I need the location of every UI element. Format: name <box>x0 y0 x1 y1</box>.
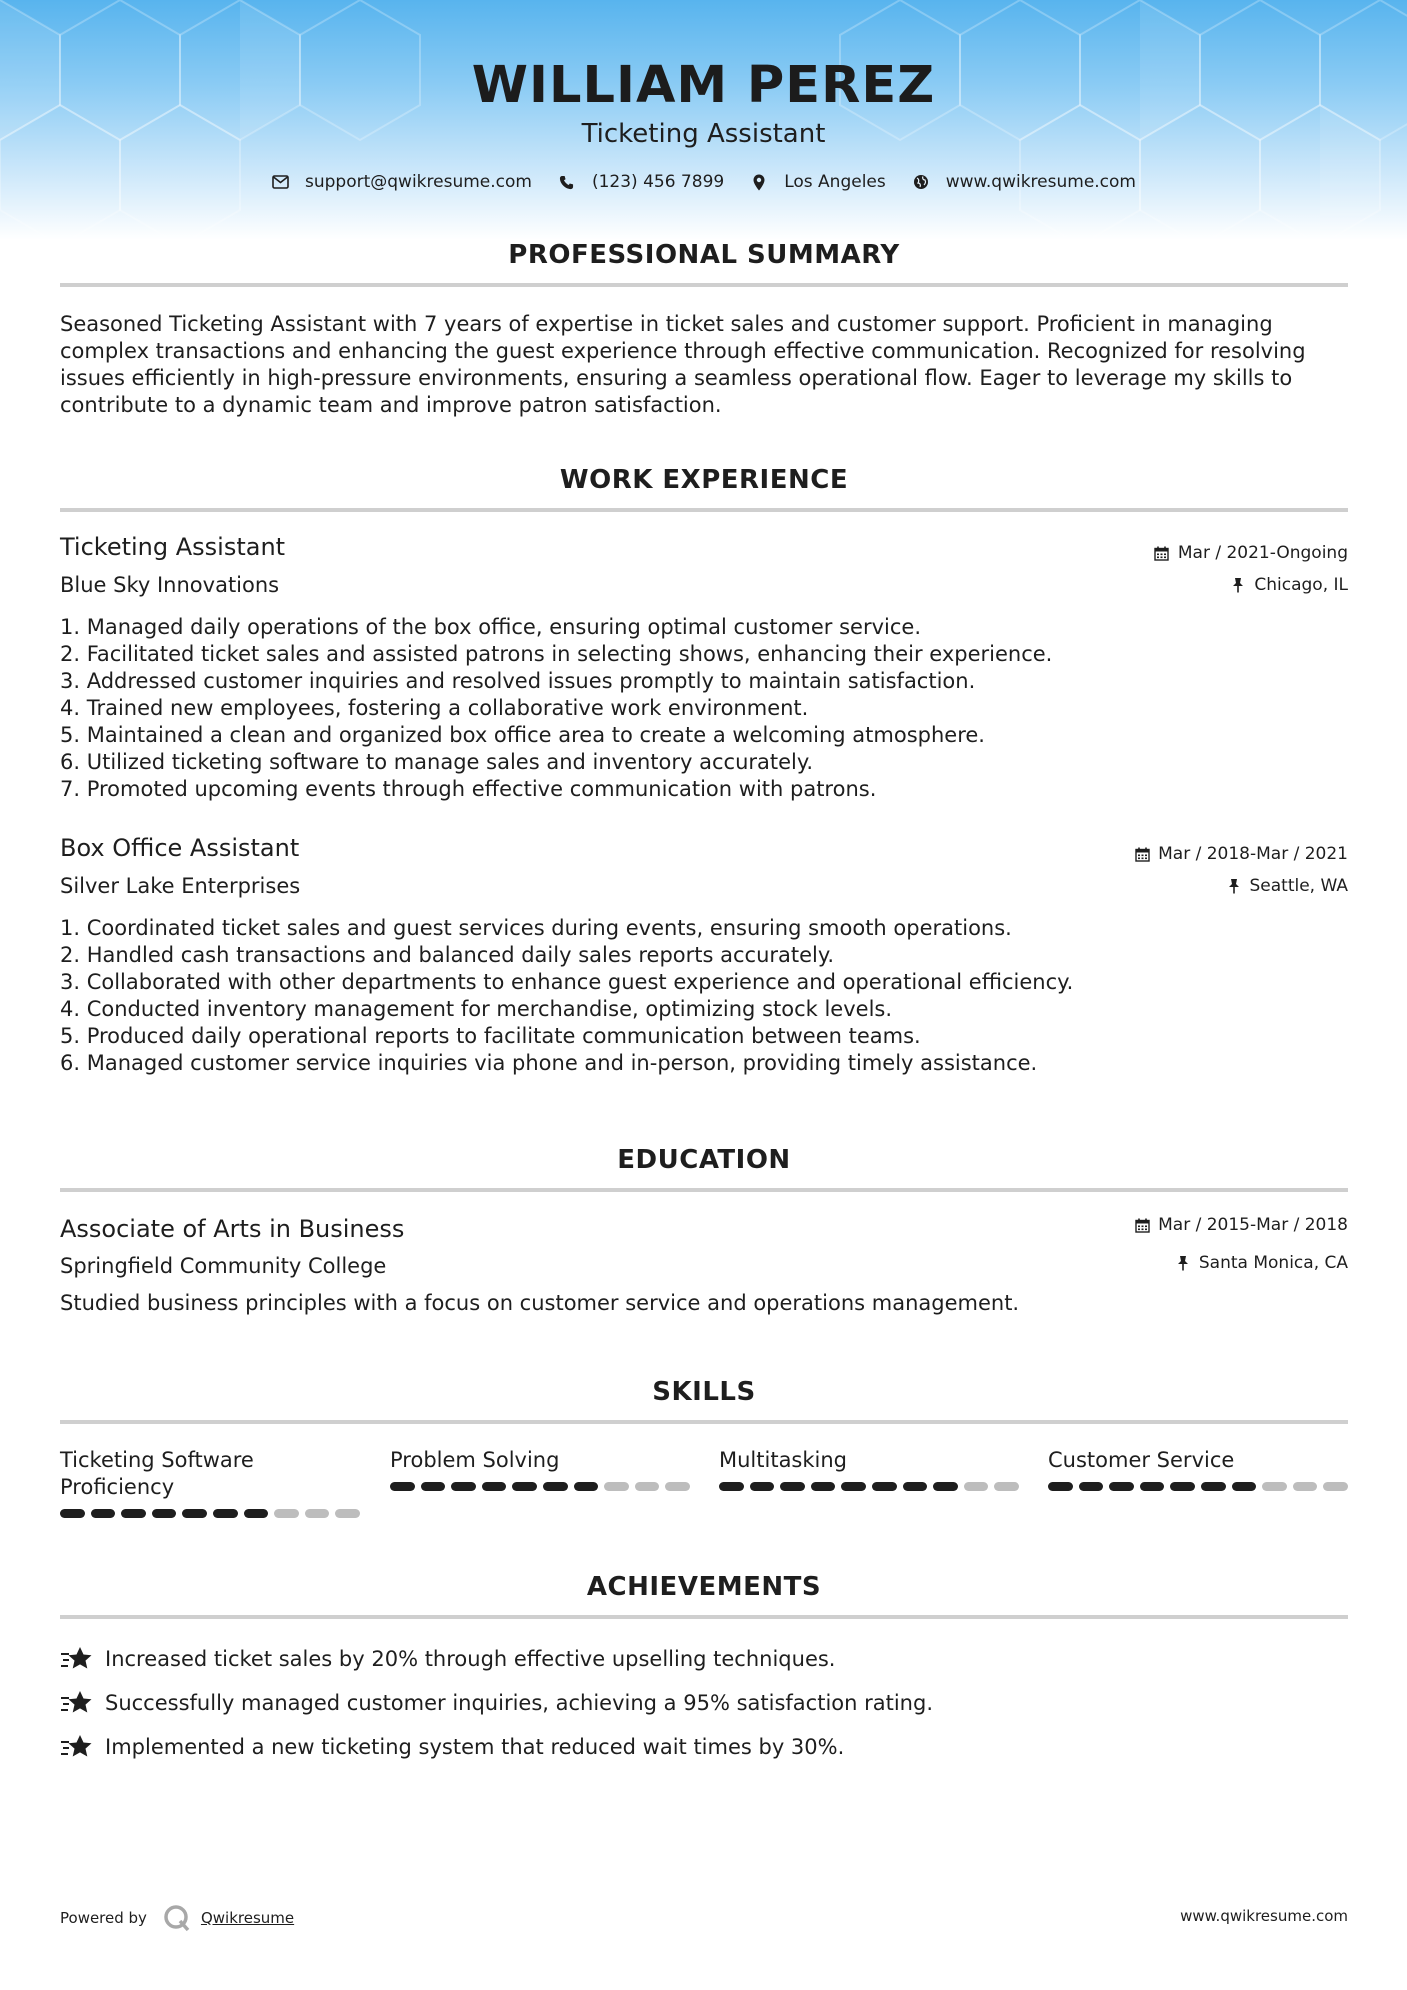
job-bullets <box>60 614 1260 803</box>
skill-segment-empty <box>665 1482 690 1491</box>
job-bullets <box>60 915 1260 1077</box>
achievement-text: Implemented a new ticketing system that reduced wait times by 30%. <box>105 1735 845 1759</box>
skill-segment-filled <box>244 1509 269 1518</box>
skill-segment-empty <box>1293 1482 1318 1491</box>
job-dates <box>1134 844 1348 864</box>
job-title: Ticketing Assistant <box>60 533 286 561</box>
skill-segment-filled <box>933 1482 958 1491</box>
skill-segment-filled <box>121 1509 146 1518</box>
list-item: 7. Promoted upcoming events through effective communication with patrons. <box>60 777 877 801</box>
skill-segment-filled <box>872 1482 897 1491</box>
achievements-heading: ACHIEVEMENTS <box>586 1572 822 1602</box>
achievement-item <box>60 1645 835 1673</box>
skill-segment-filled <box>482 1482 507 1491</box>
skill-item <box>60 1447 360 1518</box>
job-dates-text: Mar / 2021-Ongoing <box>1177 543 1348 563</box>
summary-heading: PROFESSIONAL SUMMARY <box>508 240 900 270</box>
email-text: support@qwikresume.com <box>305 172 532 192</box>
job-title: Box Office Assistant <box>60 834 300 862</box>
skill-segment-filled <box>719 1482 744 1491</box>
skill-segment-empty <box>635 1482 660 1491</box>
summary-line: Seasoned Ticketing Assistant with 7 years of expertise in ticket sales and customer support. Proficient in managing <box>60 312 1273 336</box>
skill-segment-empty <box>964 1482 989 1491</box>
job-company: Blue Sky Innovations <box>60 573 280 597</box>
skill-segment-filled <box>750 1482 775 1491</box>
skill-item <box>1048 1447 1348 1491</box>
skill-segment-filled <box>451 1482 476 1491</box>
skill-item <box>390 1447 690 1491</box>
job-dates <box>1154 543 1348 563</box>
skill-segment-empty <box>274 1509 299 1518</box>
skill-item <box>719 1447 1019 1491</box>
location-text: Los Angeles <box>784 172 886 192</box>
skill-segment-filled <box>780 1482 805 1491</box>
achievement-text: Successfully managed customer inquiries, achieving a 95% satisfaction rating. <box>105 1691 933 1715</box>
contact-email[interactable] <box>271 172 532 192</box>
globe-icon <box>912 173 930 191</box>
achievement-item <box>60 1689 933 1717</box>
skill-segment-filled <box>1232 1482 1257 1491</box>
star-icon <box>60 1733 94 1761</box>
summary-line: complex transactions and enhancing the guest experience through effective communication. Recognized for resolving <box>60 339 1306 363</box>
skill-segment-empty <box>1262 1482 1287 1491</box>
skill-segment-filled <box>1170 1482 1195 1491</box>
skill-segment-filled <box>841 1482 866 1491</box>
contact-phone[interactable] <box>558 172 724 192</box>
list-item: 1. Coordinated ticket sales and guest services during events, ensuring smooth operations. <box>60 916 1012 940</box>
job-location-text: Seattle, WA <box>1249 876 1348 896</box>
skill-segment-filled <box>543 1482 568 1491</box>
education-divider <box>60 1188 1348 1192</box>
education-dates-text: Mar / 2015-Mar / 2018 <box>1158 1215 1348 1235</box>
summary-line: issues efficiently in high-pressure environments, ensuring a seamless operational flow. Eager to leverage my skills to <box>60 366 1293 390</box>
contact-website[interactable] <box>912 172 1136 192</box>
skill-segment-filled <box>512 1482 537 1491</box>
qwikresume-link[interactable]: Qwikresume <box>200 1909 295 1927</box>
contact-bar <box>0 172 1407 192</box>
skill-segment-filled <box>1109 1482 1134 1491</box>
skill-segment-empty <box>1323 1482 1348 1491</box>
list-item: 5. Produced daily operational reports to facilitate communication between teams. <box>60 1024 921 1048</box>
candidate-name: WILLIAM PEREZ <box>471 56 936 115</box>
list-item: 3. Addressed customer inquiries and resolved issues promptly to maintain satisfaction. <box>60 669 976 693</box>
list-item: 4. Conducted inventory management for merchandise, optimizing stock levels. <box>60 997 893 1021</box>
contact-location <box>750 172 886 192</box>
experience-divider <box>60 508 1348 512</box>
list-item: 2. Facilitated ticket sales and assisted patrons in selecting shows, enhancing their experience. <box>60 642 1053 666</box>
job-location <box>1226 876 1349 896</box>
candidate-role: Ticketing Assistant <box>581 119 826 149</box>
skill-segment-filled <box>574 1482 599 1491</box>
skill-segment-filled <box>152 1509 177 1518</box>
job-dates-text: Mar / 2018-Mar / 2021 <box>1158 844 1348 864</box>
envelope-icon <box>271 173 289 191</box>
skill-segment-filled <box>91 1509 116 1518</box>
website-text: www.qwikresume.com <box>945 172 1136 192</box>
summary-divider <box>60 283 1348 287</box>
education-location-text: Santa Monica, CA <box>1198 1253 1348 1273</box>
education-description: Studied business principles with a focus on customer service and operations management. <box>60 1291 1020 1315</box>
skills-divider <box>60 1420 1348 1424</box>
skill-segment-filled <box>903 1482 928 1491</box>
job-location <box>1230 575 1348 595</box>
footer-powered-by <box>60 1904 294 1932</box>
star-icon <box>60 1689 94 1717</box>
list-item: 3. Collaborated with other departments to enhance guest experience and operational efficiency. <box>60 970 1074 994</box>
education-dates <box>1134 1215 1348 1235</box>
skill-segment-empty <box>305 1509 330 1518</box>
pushpin-icon <box>1175 1255 1191 1271</box>
skill-segment-filled <box>421 1482 446 1491</box>
skill-segment-empty <box>604 1482 629 1491</box>
job-location-text: Chicago, IL <box>1254 575 1348 595</box>
experience-heading: WORK EXPERIENCE <box>559 465 849 495</box>
skill-level-bar <box>719 1482 1019 1491</box>
list-item: 6. Utilized ticketing software to manage sales and inventory accurately. <box>60 750 813 774</box>
footer-website[interactable]: www.qwikresume.com <box>1180 1907 1348 1925</box>
achievements-divider <box>60 1615 1348 1619</box>
skill-segment-empty <box>994 1482 1019 1491</box>
list-item: 4. Trained new employees, fostering a collaborative work environment. <box>60 696 809 720</box>
education-heading: EDUCATION <box>617 1145 791 1175</box>
calendar-icon <box>1134 1217 1150 1233</box>
qwikresume-logo-icon <box>163 1904 191 1932</box>
calendar-icon <box>1134 846 1150 862</box>
skill-segment-filled <box>1201 1482 1226 1491</box>
list-item: 2. Handled cash transactions and balanced daily sales reports accurately. <box>60 943 834 967</box>
skill-segment-filled <box>1048 1482 1073 1491</box>
job-company: Silver Lake Enterprises <box>60 874 301 898</box>
list-item: 5. Maintained a clean and organized box office area to create a welcoming atmosphere. <box>60 723 985 747</box>
list-item: 6. Managed customer service inquiries via phone and in-person, providing timely assistance. <box>60 1051 1038 1075</box>
pushpin-icon <box>1226 878 1242 894</box>
skill-segment-empty <box>335 1509 360 1518</box>
skill-segment-filled <box>213 1509 238 1518</box>
skill-label: Problem Solving <box>390 1448 560 1472</box>
degree-title: Associate of Arts in Business <box>60 1215 405 1243</box>
skill-level-bar <box>1048 1482 1348 1491</box>
summary-line: contribute to a dynamic team and improve patron satisfaction. <box>60 393 722 417</box>
map-pin-icon <box>750 173 768 191</box>
powered-by-label: Powered by <box>60 1909 147 1927</box>
skill-segment-filled <box>1079 1482 1104 1491</box>
calendar-icon <box>1154 545 1170 561</box>
skill-label: Customer Service <box>1048 1448 1235 1472</box>
summary-text <box>60 311 1350 419</box>
skill-label: Multitasking <box>719 1448 848 1472</box>
achievement-text: Increased ticket sales by 20% through effective upselling techniques. <box>105 1647 836 1671</box>
skills-heading: SKILLS <box>652 1377 756 1407</box>
list-item: 1. Managed daily operations of the box office, ensuring optimal customer service. <box>60 615 922 639</box>
skill-segment-filled <box>1140 1482 1165 1491</box>
phone-icon <box>558 173 576 191</box>
skill-segment-filled <box>811 1482 836 1491</box>
phone-text: (123) 456 7899 <box>591 172 725 192</box>
education-location <box>1175 1253 1348 1273</box>
skill-level-bar <box>390 1482 690 1491</box>
skill-segment-filled <box>60 1509 85 1518</box>
skill-segment-filled <box>182 1509 207 1518</box>
skill-segment-filled <box>390 1482 415 1491</box>
star-icon <box>60 1645 94 1673</box>
skill-level-bar <box>60 1509 360 1518</box>
pushpin-icon <box>1230 577 1246 593</box>
skill-label: Ticketing Software Proficiency <box>60 1448 254 1499</box>
school-name: Springfield Community College <box>60 1254 387 1278</box>
achievement-item <box>60 1733 844 1761</box>
